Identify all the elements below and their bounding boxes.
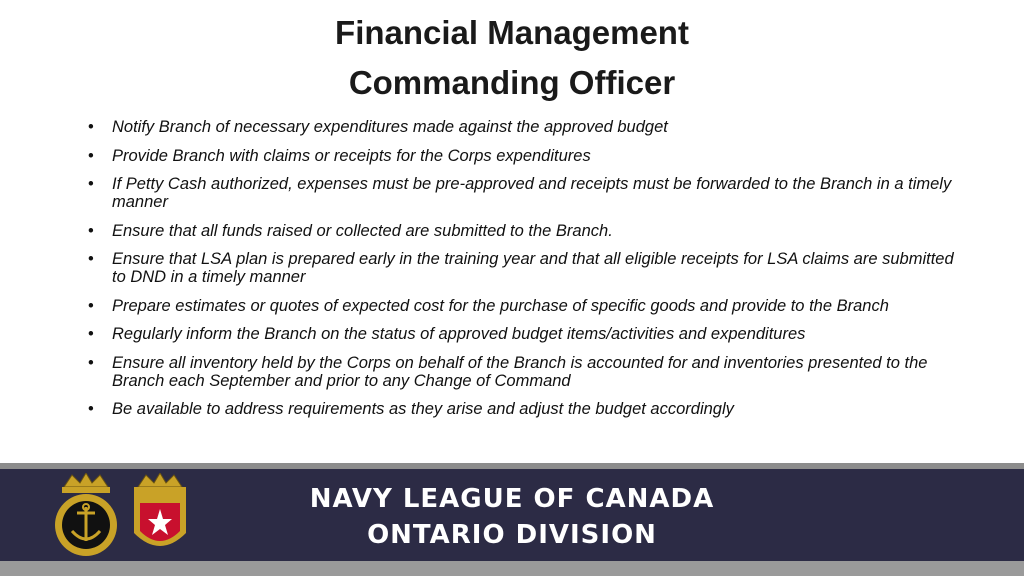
bullet-dot: •: [88, 221, 94, 240]
list-item-text: Notify Branch of necessary expenditures made against the approved budget: [112, 118, 668, 136]
list-item: [88, 325, 968, 343]
page-title: [0, 8, 1024, 108]
list-item-text: Ensure that LSA plan is prepared early in the training year and that all eligible receipts for LSA claims are submitted to DND in a timely manner: [112, 250, 954, 286]
list-item-text: Ensure that all funds raised or collected are submitted to the Branch.: [112, 221, 613, 240]
bullet-dot: •: [88, 250, 94, 268]
footer-band: [0, 469, 1024, 561]
title-line-1: Financial Management: [335, 14, 689, 51]
list-item: [88, 118, 968, 136]
list-item: [88, 175, 968, 211]
footer-line-2: ONTARIO DIVISION: [367, 520, 657, 550]
list-item-text: Ensure all inventory held by the Corps on behalf of the Branch is accounted for and inventories presented to the Branch each September and prior to any Change of Command: [112, 353, 928, 390]
bullet-dot: •: [88, 296, 94, 315]
footer-bottom-divider: [0, 561, 1024, 576]
list-item: [88, 354, 968, 390]
list-item-text: If Petty Cash authorized, expenses must be pre-approved and receipts must be forwarded to the Branch in a timely manner: [112, 175, 952, 211]
list-item-text: Prepare estimates or quotes of expected cost for the purchase of specific goods and provide to the Branch: [112, 296, 889, 315]
list-item: [88, 400, 968, 418]
bullet-dot: •: [88, 353, 94, 372]
list-item: [88, 147, 968, 165]
list-item-text: Provide Branch with claims or receipts for the Corps expenditures: [112, 146, 591, 165]
list-item-text: Be available to address requirements as they arise and adjust the budget accordingly: [112, 400, 734, 418]
footer-line-1: NAVY LEAGUE OF CANADA: [309, 484, 715, 514]
bullet-dot: •: [88, 146, 94, 165]
bullet-dot: •: [88, 175, 94, 193]
bullet-dot: •: [88, 118, 94, 136]
list-item: [88, 297, 968, 315]
list-item: [88, 222, 968, 240]
bullet-dot: •: [88, 325, 94, 343]
bullet-dot: •: [88, 400, 94, 418]
list-item: [88, 250, 968, 286]
title-line-2: Commanding Officer: [348, 64, 676, 101]
list-item-text: Regularly inform the Branch on the status of approved budget items/activities and expenditures: [112, 325, 806, 343]
footer-organization-name: [200, 481, 1024, 553]
bullet-list: [88, 118, 968, 429]
